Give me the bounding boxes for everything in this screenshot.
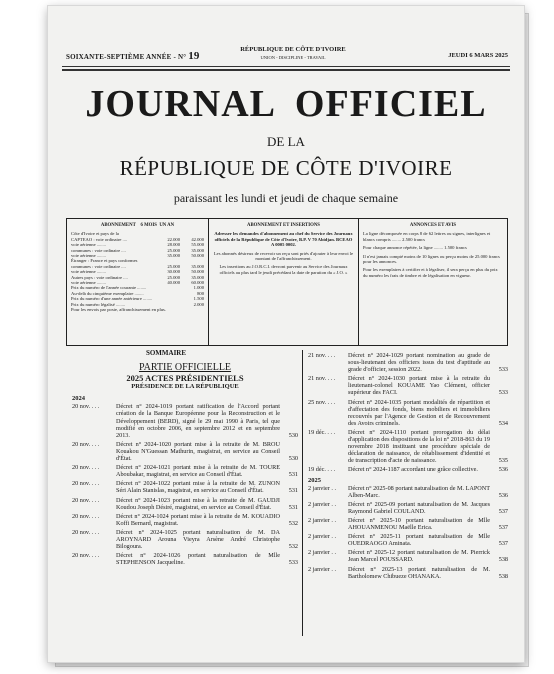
entry-date: 20 nov. . . .: [72, 496, 100, 504]
entry-date: 20 nov. . . .: [72, 528, 100, 536]
entry-date: 2 janvier . .: [308, 533, 337, 541]
abonnement-row-label: Pour les envois par poste, affranchissement en plus.: [71, 307, 166, 313]
sommaire-entry: [308, 566, 508, 580]
abonnement-column: [67, 219, 209, 345]
sommaire-entry: [308, 399, 508, 427]
abonnement-row: [71, 307, 204, 312]
abonnement-row-1an: 2.000: [193, 301, 204, 307]
publication-schedule: paraissant les lundi et jeudi de chaque semaine: [173, 191, 399, 205]
insertions-p1: Adresser les demandes d'abonnement au chef du Service des Journaux officiels de la République de Côte d'Ivoire, B.P. V 70 Abidjan. BCEAO A 0005 0002.: [214, 231, 353, 248]
abonnement-row-6mois: [166, 307, 185, 312]
entry-text: Décret n° 2024-1110 portant prorogation du délai d'application des dispositions de la loi n° 2018-863 du 19 novembre 2018 instituant une procédure spéciale de déclaration de naissance, de rétablissement d'identité et de transcription d'acte de naissance.: [348, 428, 490, 465]
abonnement-row-label: Prix du numéro de l'année courante ........: [71, 285, 147, 291]
insertions-heading: ABONNEMENT ET INSERTIONS: [247, 223, 320, 228]
sommaire-entry: [72, 552, 298, 566]
entry-date: 2 janvier . .: [308, 516, 337, 524]
entry-page: 534: [498, 419, 508, 427]
sommaire-entry: [308, 466, 508, 473]
sommaire-entry: [72, 497, 298, 511]
entry-text: Décret n° 2024-1030 portant mise à la retraite du lieutenant-colonel KOUAME Yao Clément, officier supérieur des FACI.: [348, 375, 490, 397]
journal-page: [48, 6, 524, 662]
entry-date: 25 nov. . . .: [308, 398, 336, 406]
sommaire-entry: [308, 501, 508, 515]
abonnement-row-label: CAPTEAO : voie ordinaire ....: [71, 236, 128, 242]
annonces-p1: La ligne décomposée en corps 8 de 62 lettres ou signes, interlignes et blancs compris ........ 2.500 francs: [363, 231, 491, 242]
entry-date: 2 janvier . .: [308, 549, 337, 557]
header-rule-thick: [62, 69, 510, 71]
entry-date: 19 déc. . . .: [308, 428, 336, 436]
entry-page: 533: [498, 366, 508, 374]
entry-page: 530: [288, 455, 298, 463]
abonnement-row-6mois: 30.000: [167, 269, 180, 275]
abonnement-row-6mois: 40.000: [167, 280, 180, 286]
abonnement-heading-text: ABONNEMENT: [100, 223, 136, 228]
right-entries-2025: [308, 485, 508, 580]
abonnement-rows: [71, 231, 204, 312]
abonnement-row-label: Prix du numéro d'une année antérieure ........: [71, 296, 153, 302]
entry-date: 2 janvier . .: [308, 484, 337, 492]
sommaire-entry: [308, 517, 508, 531]
entry-date: 20 nov. . . .: [72, 480, 100, 488]
abonnement-row-1an: 50.000: [191, 269, 204, 275]
entry-page: 537: [498, 507, 508, 515]
journal-title: JOURNAL OFFICIEL: [85, 83, 487, 125]
entry-date: 20 nov. . . .: [72, 464, 100, 472]
entry-text: Décret n° 2024-1026 portant naturalisation de Mlle STEPHENSON Jacqueline.: [116, 552, 280, 567]
abonnement-row-1an: 60.000: [191, 280, 204, 286]
entry-date: 19 déc. . . .: [308, 466, 336, 474]
col-6mois: 6 MOIS: [140, 223, 157, 228]
issue-text: SOIXANTE-SEPTIÈME ANNÉE - N°: [66, 53, 187, 61]
country-header: [228, 46, 358, 62]
entry-page: 533: [498, 389, 508, 397]
abonnement-row-1an: 50.000: [191, 253, 204, 259]
entry-text: Décret n° 2025-08 portant naturalisation de M. LAPONT Alben-Marc.: [348, 484, 491, 499]
entry-text: Décret n° 2024-1187 accordant une grâce collective.: [348, 466, 478, 474]
abonnement-row-6mois: 22.000: [167, 236, 180, 242]
entry-text: Décret n° 2024-1020 portant mise à la retraite de M. BROU Kouakou N'Guessan Mathurin, magistrat, en service au Conseil d'État.: [116, 440, 280, 463]
entry-page: 535: [498, 457, 508, 465]
entry-page: 531: [288, 503, 298, 511]
entry-page: 538: [498, 572, 508, 580]
entry-text: Décret n° 2025-09 portant naturalisation de M. Jacques Raymond Gabriel COULAND.: [348, 500, 490, 515]
abonnement-row-label: voie aérienne ........: [71, 269, 106, 275]
partie-officielle: PARTIE OFFICIELLE: [138, 362, 232, 373]
entry-text: Décret n° 2025-13 portant naturalisation de M. Bartholomew Chibueze OHANAKA.: [348, 565, 490, 580]
subscription-box: [66, 218, 508, 346]
abonnement-row-label: communes : voie ordinaire ....: [71, 263, 126, 269]
insertions-p2: Les abonnés désireux de recevoir un reçu sont priés d'ajouter à leur envoi le montant de l'affranchissement.: [213, 250, 354, 262]
annonces-p2: Pour chaque annonce répétée, la ligne ........ 1.500 francs: [363, 245, 467, 251]
presidence-heading: PRÉSIDENCE DE LA RÉPUBLIQUE: [131, 383, 239, 391]
annonces-heading: ANNONCES ET AVIS: [409, 223, 457, 228]
sommaire-entry: [308, 352, 508, 373]
abonnement-row-label: voie aérienne ........: [71, 242, 106, 248]
entry-date: 21 nov. . . .: [308, 375, 336, 383]
sommaire-entry: [72, 464, 298, 478]
abonnement-row-1an: 1.500: [193, 296, 204, 302]
entry-text: Décret n° 2024-1035 portant modalités de répartition et d'affectation des fonds, biens mobiliers et immobiliers recouvrés par l'Agence de Gestion et de Recouvrement des Avoirs criminels.: [348, 398, 490, 427]
abonnement-row-1an: 42.000: [191, 236, 204, 242]
sommaire-entry: [308, 375, 508, 396]
abonnement-row-label: Au-delà du cinquième exemplaire ........: [71, 290, 144, 296]
entry-text: Décret n° 2024-1025 portant naturalisation de M. DA AROYNARD Arouna Vieyra Arsène André Christophe Bilogoura.: [116, 528, 280, 551]
entry-page: 532: [288, 519, 298, 527]
sommaire-entry: [308, 429, 508, 464]
abonnement-row-label: Côte d'Ivoire et pays de la: [71, 231, 119, 237]
abonnement-row-1an: 55.000: [191, 242, 204, 248]
year-2024: 2024: [72, 395, 85, 403]
sommaire-left-column: [72, 360, 298, 568]
entry-text: Décret n° 2024-1022 portant mise à la retraite de M. ZUNON Séri Alain Stanislas, magistrat, en service au Conseil d'État.: [116, 480, 280, 495]
issue-date: JEUDI 6 MARS 2025: [448, 52, 508, 59]
abonnement-row-label: Autres pays : voie ordinaire ....: [71, 274, 128, 280]
republic-title: RÉPUBLIQUE DE CÔTE D'IVOIRE: [119, 156, 453, 180]
entry-page: 531: [288, 487, 298, 495]
entry-text: Décret n° 2024-1024 portant mise à la retraite de M. KOUADIO Koffi Bernard, magistrat.: [116, 512, 280, 527]
entry-date: 20 nov. . . .: [72, 440, 100, 448]
annonces-p3: Il n'est jamais compté moins de 10 lignes ou perçu moins de 25.000 francs pour les annonces.: [363, 253, 500, 265]
title-de-la: DE LA: [267, 134, 305, 149]
sommaire-entry: [72, 441, 298, 462]
sommaire-entry: [72, 480, 298, 494]
entry-page: 532: [288, 543, 298, 551]
abonnement-heading: [71, 223, 204, 228]
header-rule: [62, 66, 510, 67]
sommaire-heading: SOMMAIRE: [145, 349, 187, 357]
sommaire-entry: [308, 533, 508, 547]
entry-date: 2 janvier . .: [308, 500, 337, 508]
entry-date: 20 nov. . . .: [72, 403, 100, 411]
entry-text: Décret n° 2025-10 portant naturalisation de Mlle AHOUANMENOU Maëlle Erica.: [348, 516, 490, 532]
annonces-column: [359, 219, 507, 345]
abonnement-row-1an: 800: [197, 290, 204, 296]
entry-text: Décret n° 2024-1021 portant mise à la retraite de M. TOURE Aboubakar, magistrat, en service au Conseil d'État.: [116, 464, 280, 479]
abonnement-row-6mois: 25.000: [167, 274, 180, 280]
entry-page: 533: [288, 559, 298, 567]
sommaire-entry: [72, 403, 298, 438]
entry-page: 536: [498, 466, 508, 474]
col-1an: UN AN: [159, 223, 175, 228]
entry-page: 537: [498, 540, 508, 548]
abonnement-row-label: voie aérienne ........: [71, 253, 106, 259]
entry-date: 21 nov. . . .: [308, 352, 336, 359]
entry-text: Décret n° 2025-11 portant naturalisation de Mlle OUEDRAOGO Aminata.: [348, 533, 490, 548]
abonnement-row-label: voie aérienne ........: [71, 280, 106, 286]
column-separator: [302, 350, 303, 636]
sommaire-entry: [308, 549, 508, 563]
entry-date: 20 nov. . . .: [72, 552, 100, 560]
entry-date: 20 nov. . . .: [72, 512, 100, 520]
abonnement-row-label: Prix du numéro légalisé ........: [71, 301, 126, 307]
abonnement-row-label: communes : voie ordinaire ....: [71, 247, 126, 253]
left-entries: [72, 403, 298, 566]
abonnement-row-6mois: 35.000: [167, 253, 180, 259]
entry-date: 2 janvier . .: [308, 565, 337, 573]
entry-page: 537: [498, 524, 508, 532]
issue-label: [66, 50, 200, 62]
entry-text: Décret n° 2024-1029 portant nomination au grade de sous-lieutenant des officiers issus du test d'aptitude au grade d'officier, session 2022.: [348, 352, 490, 374]
abonnement-row-1an: 35.000: [191, 263, 204, 269]
entry-page: 536: [498, 491, 508, 499]
issue-number: 19: [188, 50, 200, 62]
right-entries: [308, 352, 508, 474]
sommaire-entry: [72, 529, 298, 550]
entry-text: Décret n° 2025-12 portant naturalisation de M. Pierrick Jean Marcel POUSSARD.: [348, 549, 490, 564]
abonnement-row-label: Étranger : France et pays conformes: [71, 258, 138, 264]
year-2025: 2025: [308, 476, 321, 484]
sommaire-entry: [72, 513, 298, 527]
abonnement-row-1an: 35.000: [191, 247, 204, 253]
actes-presidentiels: 2025 ACTES PRÉSIDENTIELS: [126, 373, 244, 384]
entry-page: 531: [288, 471, 298, 479]
entry-text: Décret n° 2024-1023 portant mise à la retraite de M. GAUDJI Koudou Joseph Désiré, magistrat, en service au Conseil d'État.: [116, 496, 280, 511]
abonnement-row-6mois: 25.000: [167, 263, 180, 269]
abonnement-row-1an: 1.000: [193, 285, 204, 291]
abonnement-row-1an: 35.000: [191, 274, 204, 280]
entry-page: 538: [498, 556, 508, 564]
abonnement-row-6mois: 28.000: [167, 242, 180, 248]
insertions-p3: Les insertions au J.O.R.C.I. devront parvenir au Service des Journaux officiels au plus tard le jeudi précédant la date de parution du « J.O. »: [219, 264, 348, 275]
country-name: RÉPUBLIQUE DE CÔTE D'IVOIRE: [240, 46, 346, 53]
insertions-column: [209, 219, 359, 345]
sommaire-entry: [308, 485, 508, 499]
entry-page: 530: [288, 431, 298, 439]
annonces-p4: Pour les exemplaires à certifier et à légaliser, il sera perçu en plus du prix du numéro les frais de timbre et de légalisation en vigueur.: [363, 267, 498, 278]
abonnement-row-6mois: 25.000: [167, 247, 180, 253]
entry-text: Décret n° 2024-1019 portant ratification de l'Accord portant création de la Banque Européenne pour la Reconstruction et le Développement (BERD), signé le 29 mai 1990 à Paris, tel que modifié en octobre 2006, en septembre 2012 et en septembre 2013.: [116, 403, 280, 439]
abonnement-row-1an: [185, 307, 204, 312]
sommaire-right-column: [308, 352, 508, 582]
country-motto: UNION - DISCIPLINE - TRAVAIL: [260, 55, 326, 60]
